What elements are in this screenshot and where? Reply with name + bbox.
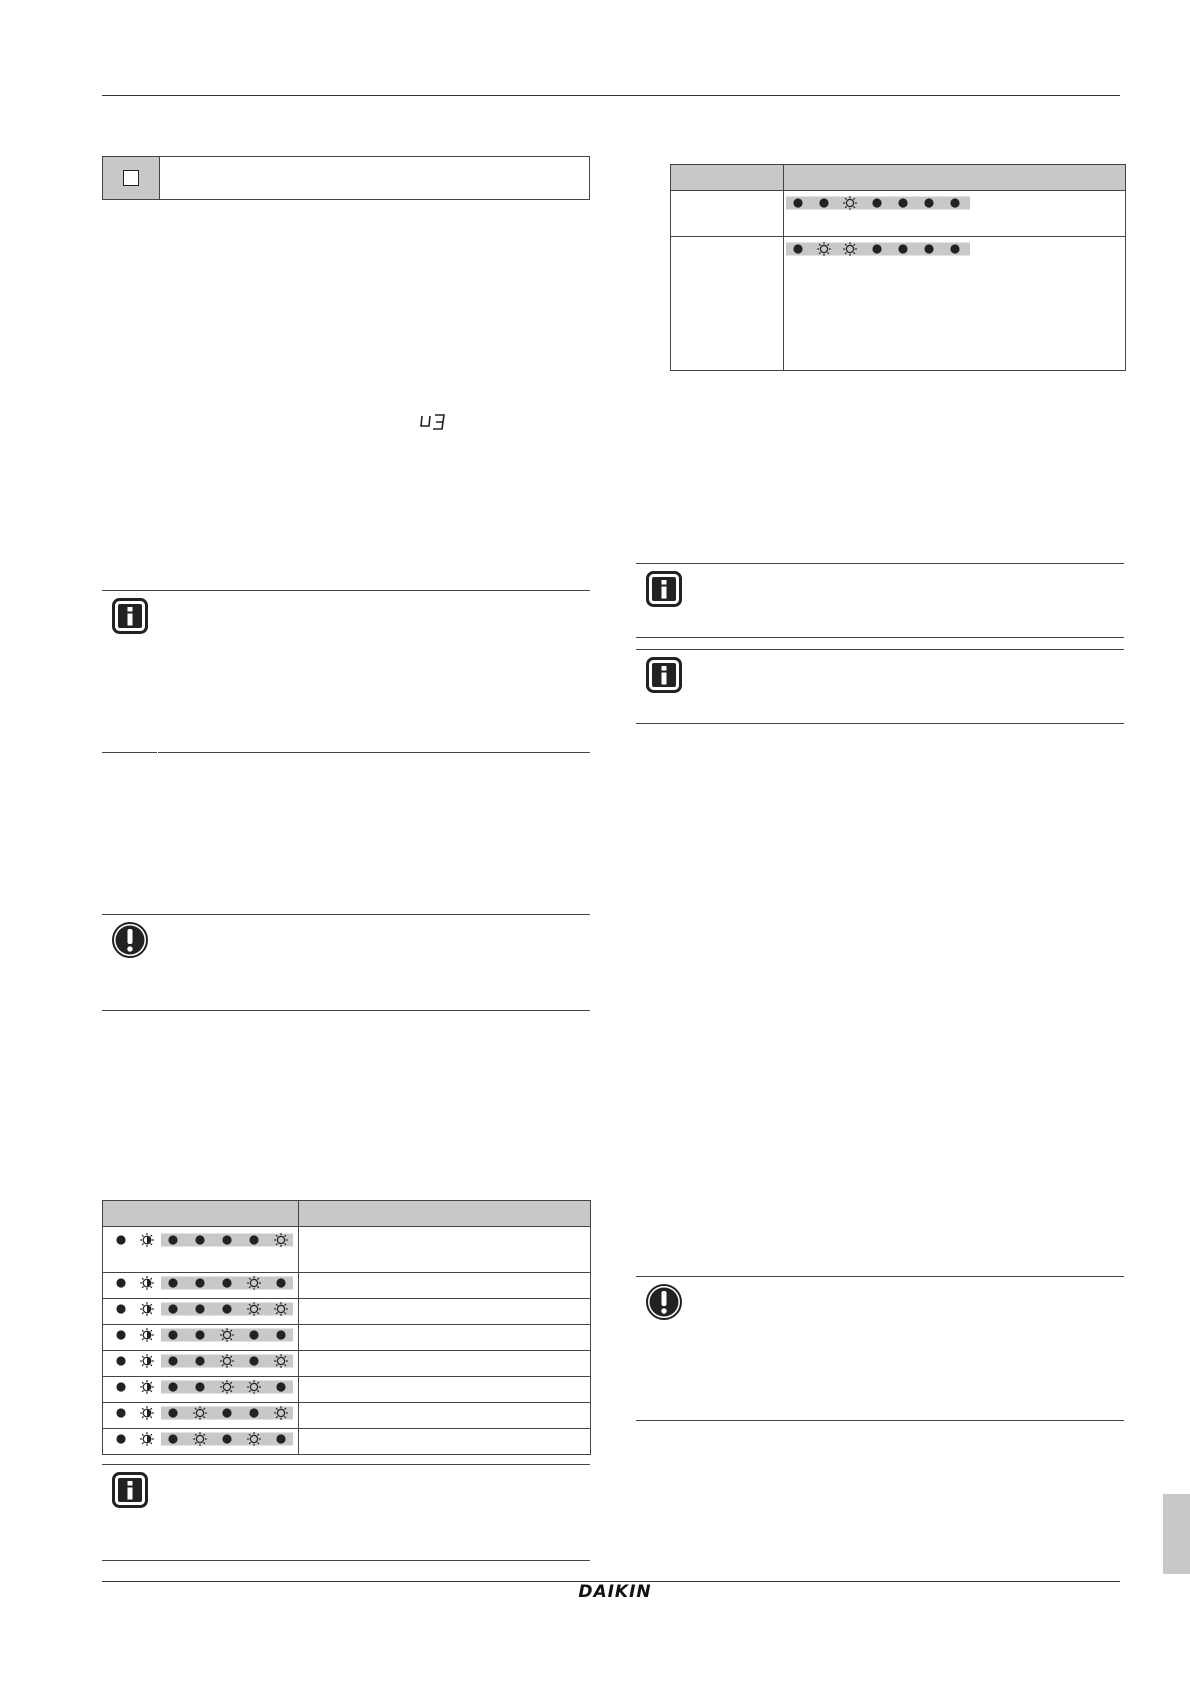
table-cell	[299, 1299, 591, 1325]
led-pattern	[784, 195, 974, 211]
led-off-icon	[168, 1434, 177, 1443]
table-cell	[103, 1299, 299, 1325]
led-off-icon	[195, 1382, 204, 1391]
exclamation-icon	[646, 1284, 682, 1320]
led-off-icon	[116, 1330, 125, 1339]
table-cell	[103, 1403, 299, 1429]
led-off-icon	[195, 1278, 204, 1287]
info-icon	[646, 571, 682, 607]
table-cell	[299, 1325, 591, 1351]
table-cell	[299, 1377, 591, 1403]
info-notice-4	[636, 649, 1124, 729]
table-row	[103, 1273, 591, 1299]
info-notice-1	[102, 590, 590, 754]
led-off-icon	[222, 1304, 231, 1313]
left-led-table	[102, 1200, 591, 1455]
led-off-icon	[168, 1356, 177, 1365]
led-off-icon	[222, 1278, 231, 1287]
led-off-icon	[195, 1235, 204, 1244]
table-cell	[671, 237, 784, 371]
table-header-row	[671, 165, 1126, 191]
table-cell	[299, 1403, 591, 1429]
led-off-icon	[168, 1304, 177, 1313]
led-on-icon	[140, 1406, 154, 1420]
led-off-icon	[116, 1356, 125, 1365]
led-off-icon	[222, 1408, 231, 1417]
header-rule	[102, 95, 1120, 96]
led-off-icon	[195, 1356, 204, 1365]
led-off-icon	[276, 1382, 285, 1391]
led-off-icon	[249, 1356, 258, 1365]
table-cell	[671, 191, 784, 237]
table-cell	[784, 191, 1126, 237]
led-off-icon	[249, 1408, 258, 1417]
led-off-icon	[276, 1330, 285, 1339]
table-row	[103, 1227, 591, 1273]
led-off-icon	[276, 1434, 285, 1443]
led-off-icon	[195, 1330, 204, 1339]
table-header-row	[103, 1201, 591, 1227]
led-pattern	[103, 1231, 298, 1249]
daikin-logo: DAIKIN	[578, 1582, 652, 1602]
led-off-icon	[168, 1382, 177, 1391]
led-strip	[161, 1329, 293, 1342]
led-pattern	[103, 1378, 298, 1396]
led-pattern	[103, 1404, 298, 1422]
led-off-icon	[168, 1330, 177, 1339]
led-off-icon	[249, 1330, 258, 1339]
table-row	[671, 191, 1126, 237]
led-strip	[161, 1381, 293, 1394]
info-icon	[112, 1472, 148, 1508]
table-row	[103, 1299, 591, 1325]
led-on-icon	[140, 1432, 154, 1446]
info-icon	[112, 598, 148, 634]
led-off-icon	[222, 1434, 231, 1443]
led-off-icon	[793, 244, 802, 253]
side-thumb-tab	[1163, 1494, 1190, 1574]
led-on-icon	[140, 1276, 154, 1290]
led-off-icon	[872, 198, 881, 207]
info-icon	[646, 657, 682, 693]
table-cell	[299, 1273, 591, 1299]
led-off-icon	[819, 198, 828, 207]
led-off-icon	[924, 244, 933, 253]
led-off-icon	[249, 1235, 258, 1244]
led-pattern	[103, 1300, 298, 1318]
checklist-banner	[102, 156, 590, 200]
table-cell	[299, 1351, 591, 1377]
table-cell	[299, 1429, 591, 1455]
table-cell	[103, 1351, 299, 1377]
led-on-icon	[140, 1380, 154, 1394]
led-off-icon	[116, 1408, 125, 1417]
led-off-icon	[924, 198, 933, 207]
table-header-cell	[784, 165, 1126, 191]
table-row	[103, 1325, 591, 1351]
led-off-icon	[116, 1382, 125, 1391]
table-cell	[784, 237, 1126, 371]
led-on-icon	[140, 1328, 154, 1342]
led-off-icon	[950, 198, 959, 207]
table-row	[103, 1403, 591, 1429]
table-row	[103, 1429, 591, 1455]
right-led-table	[670, 164, 1126, 371]
info-notice-3	[636, 563, 1124, 643]
info-notice-2	[102, 1464, 590, 1564]
led-off-icon	[195, 1304, 204, 1313]
warning-notice-2	[636, 1276, 1124, 1424]
table-cell	[103, 1325, 299, 1351]
led-on-icon	[140, 1354, 154, 1368]
led-off-icon	[116, 1278, 125, 1287]
checkbox-cell	[103, 157, 160, 199]
led-on-icon	[140, 1302, 154, 1316]
led-pattern	[784, 241, 974, 257]
led-on-icon	[140, 1233, 154, 1247]
table-header-cell	[103, 1201, 299, 1227]
led-off-icon	[898, 244, 907, 253]
led-off-icon	[168, 1235, 177, 1244]
led-pattern	[103, 1430, 298, 1448]
led-off-icon	[168, 1408, 177, 1417]
table-cell	[103, 1377, 299, 1403]
exclamation-icon	[112, 922, 148, 958]
table-cell	[103, 1227, 299, 1273]
led-off-icon	[222, 1235, 231, 1244]
led-off-icon	[116, 1235, 125, 1244]
led-off-icon	[116, 1434, 125, 1443]
checkbox-icon[interactable]	[123, 170, 139, 186]
led-pattern	[103, 1352, 298, 1370]
table-row	[671, 237, 1126, 371]
table-row	[103, 1351, 591, 1377]
led-off-icon	[950, 244, 959, 253]
table-row	[103, 1377, 591, 1403]
table-cell	[103, 1273, 299, 1299]
warning-notice-1	[102, 914, 590, 1014]
led-off-icon	[116, 1304, 125, 1313]
u3-display-glyph	[420, 412, 446, 432]
led-off-icon	[168, 1278, 177, 1287]
table-header-cell	[299, 1201, 591, 1227]
led-off-icon	[872, 244, 881, 253]
table-cell	[103, 1429, 299, 1455]
led-pattern	[103, 1274, 298, 1292]
table-header-cell	[671, 165, 784, 191]
led-strip	[161, 1355, 293, 1368]
led-off-icon	[898, 198, 907, 207]
led-off-icon	[793, 198, 802, 207]
led-pattern	[103, 1326, 298, 1344]
led-off-icon	[276, 1278, 285, 1287]
table-cell	[299, 1227, 591, 1273]
